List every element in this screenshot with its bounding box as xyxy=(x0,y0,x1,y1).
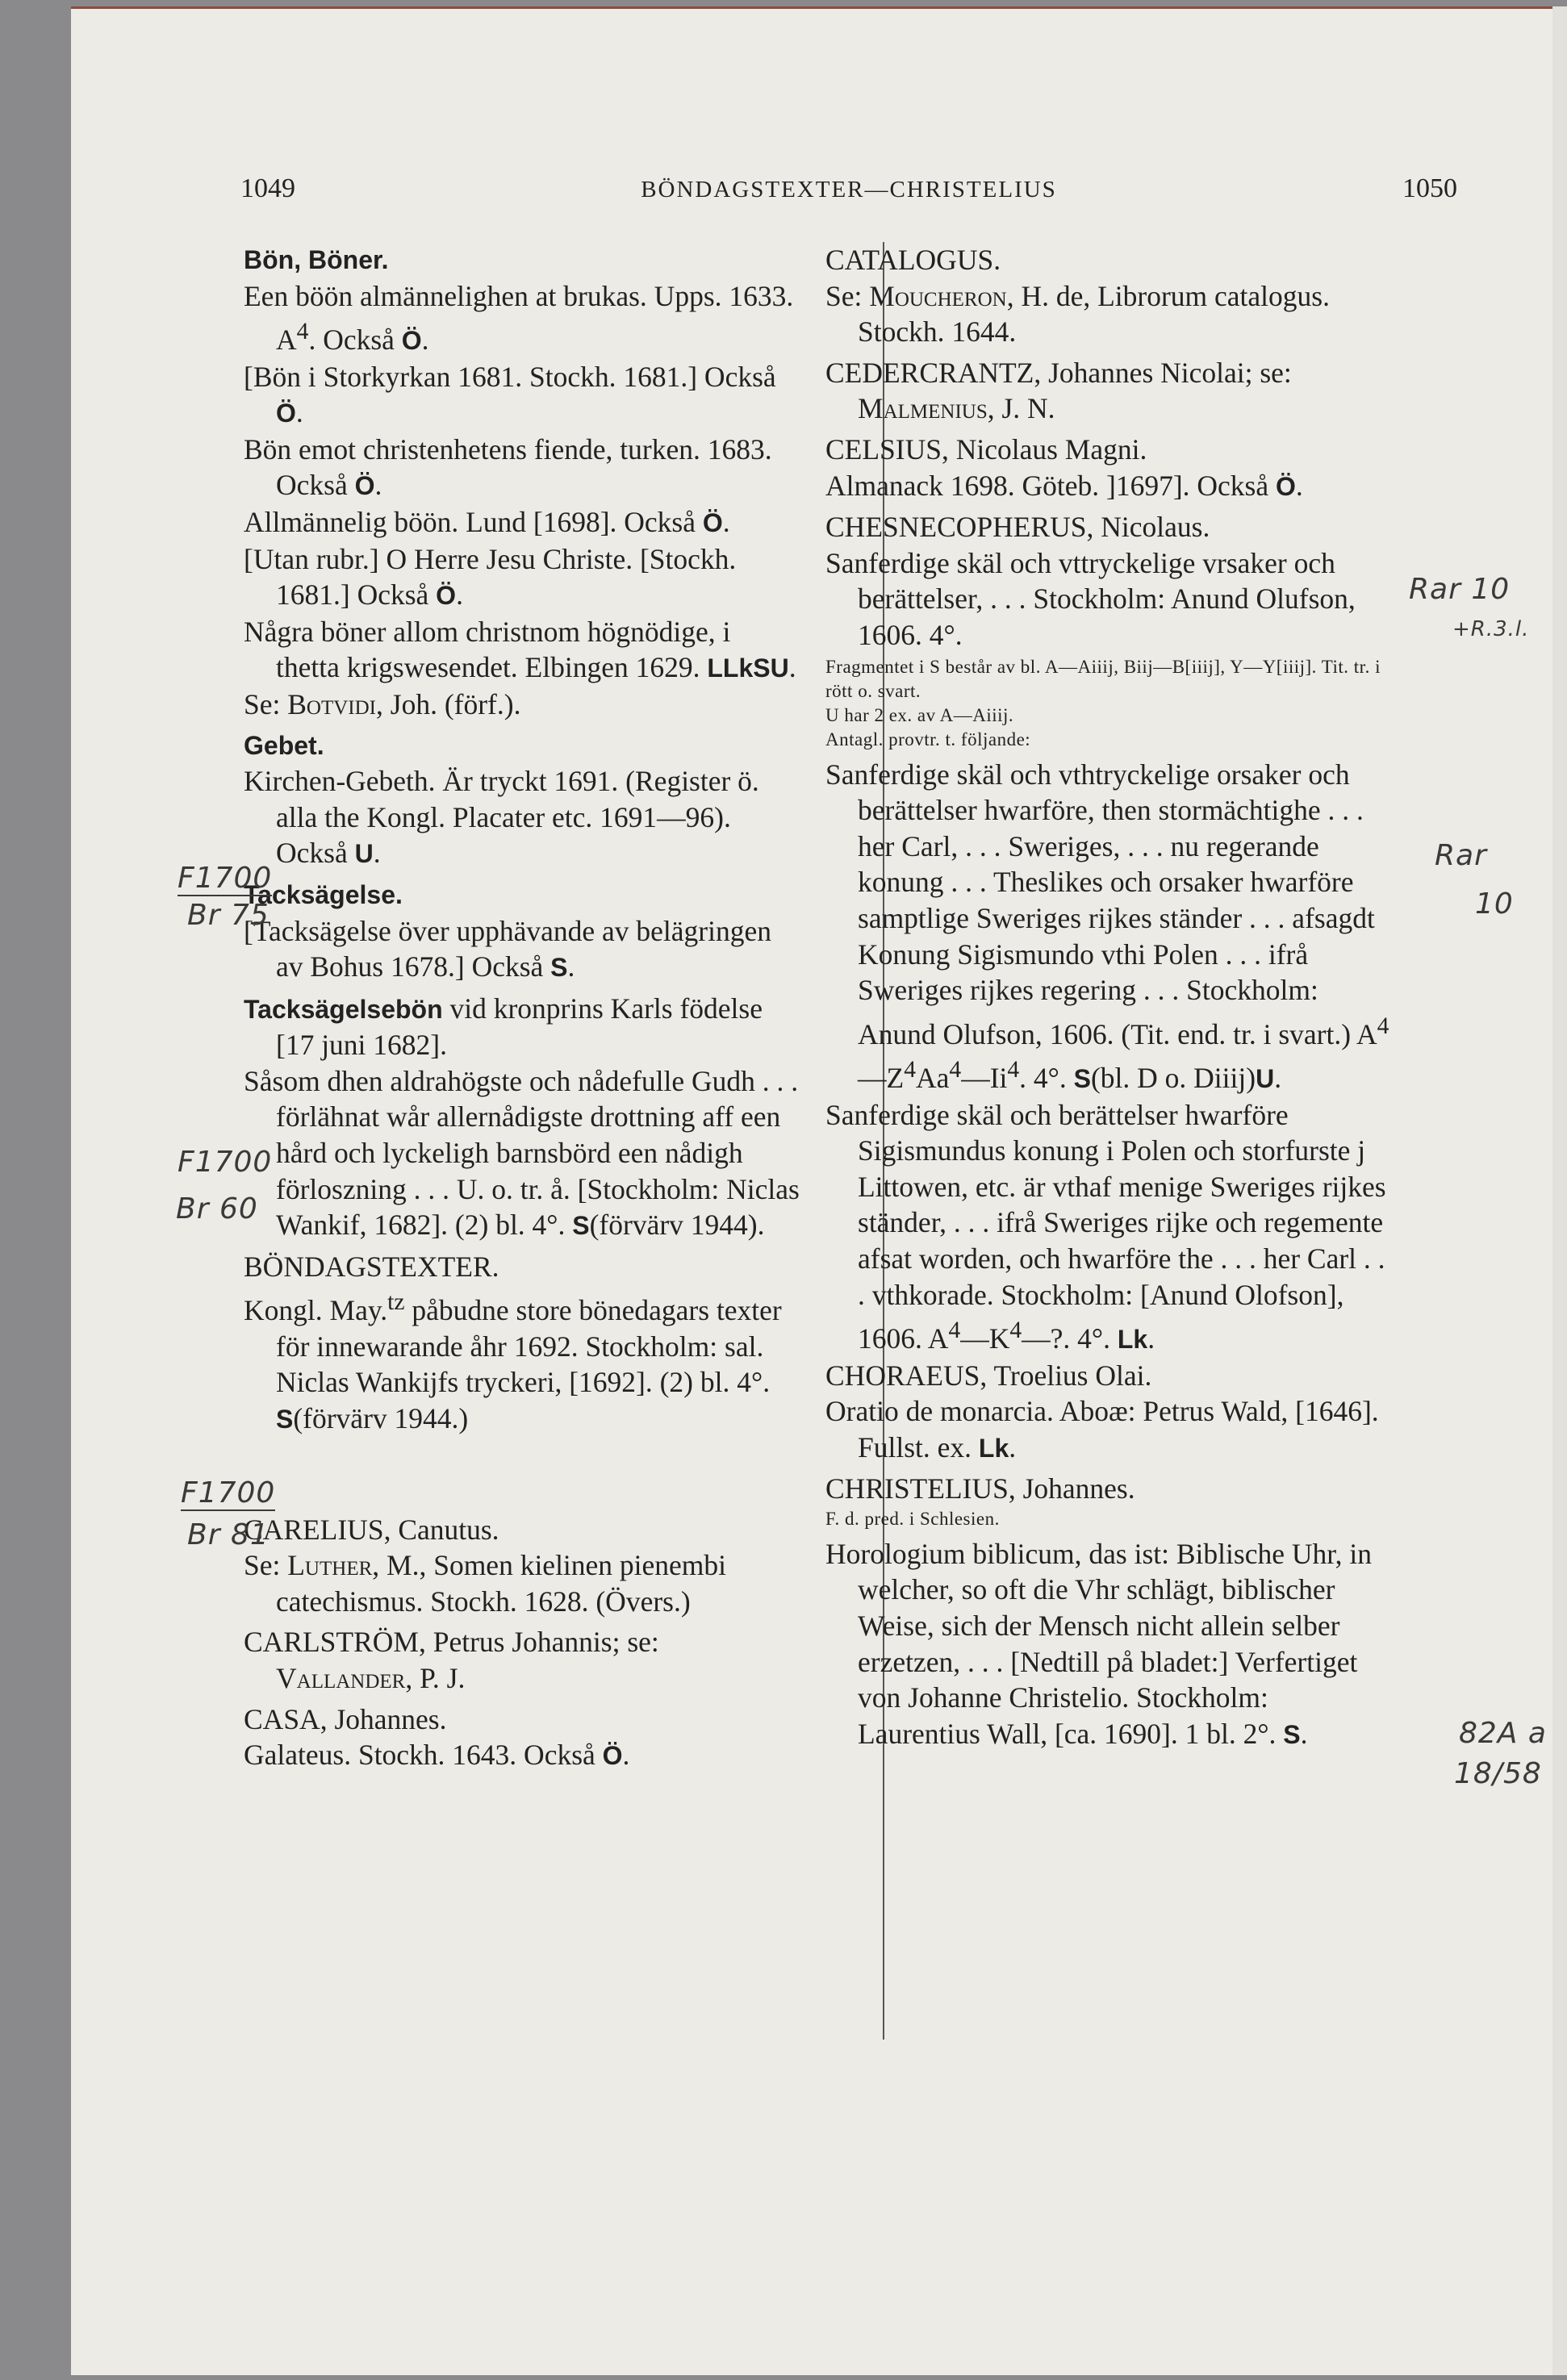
entry-bon-6: Några böner allom christnom högnödige, i thetta krigswesendet. Elbingen 1629. LLkSU. xyxy=(244,615,796,684)
heading-christelius: CHRISTELIUS, Johannes. xyxy=(825,1472,1135,1505)
entry-bon-1: Een böön almännelighen at brukas. Upps. 1633. $A^4$. Också Ö. xyxy=(244,279,794,357)
heading-casa: CASA, Johannes. xyxy=(244,1702,447,1735)
entry-celsius-1: Almanack 1698. Göteb. ]1697]. Också Ö. xyxy=(825,469,1303,502)
entry-choraeus-1: Oratio de monarcia. Aboæ: Petrus Wald, [1646]. Fullst. ex. Lk. xyxy=(825,1395,1379,1463)
handwritten-note-3-top: F1700 xyxy=(181,1476,276,1509)
entry-chesnecopherus-2: Sanferdige skäl och vthtryckelige orsaker och berättelser hwarföre, then stormächtighe . . . her Carl, . . . Sweriges, . . . nu regerande konung . . . Theslikes och orsaker hwarföre samptlige Sweriges rijkes ständer . . . afsagdt Konung Sigismundo vthi Polen . . . ifrå Sweriges rijkes regering . . . Stockholm: Anund Olufson, 1606. (Tit. end. tr. i svart.) $A^4—Z^4Aa^4—Ii^4$. 4°. S(bl. D o. Diiij)U. xyxy=(825,758,1389,1094)
heading-choraeus: CHORAEUS, Troelius Olai. xyxy=(825,1359,1152,1392)
page-right-edge xyxy=(1552,6,1567,2375)
note-chesnecopherus-3: Antagl. provtr. t. följande: xyxy=(825,729,1031,749)
heading-tacksagelsebon: Tacksägelsebön vid kronprins Karls födelse [17 juni 1682]. xyxy=(244,992,763,1062)
heading-bondagstexter: BÖNDAGSTEXTER. xyxy=(244,1250,499,1283)
heading-gebet: Gebet. xyxy=(244,730,324,760)
entry-chesnecopherus-1: Sanferdige skäl och vttryckelige vrsaker och berättelser, . . . Stockholm: Anund Olufson, 1606. 4°. xyxy=(825,546,1356,651)
entry-carelius-1: Se: Luther, M., Somen kielinen pienembi catechismus. Stockh. 1628. (Övers.) xyxy=(244,1549,727,1618)
entry-bon-7: Se: Botvidi, Joh. (förf.). xyxy=(244,687,521,720)
entry-gebet-1: Kirchen-Gebeth. Är tryckt 1691. (Register ö. alla the Kongl. Placater etc. 1691—96). Också U. xyxy=(244,765,759,870)
entry-bon-2: [Bön i Storkyrkan 1681. Stockh. 1681.] Också Ö. xyxy=(244,360,776,429)
running-title: BÖNDAGSTEXTER—CHRISTELIUS xyxy=(641,177,1057,203)
handwritten-note-1-top: F1700 xyxy=(178,862,273,895)
entry-bon-5: [Utan rubr.] O Herre Jesu Christe. [Stockh. 1681.] Också Ö. xyxy=(244,542,737,612)
page-top-edge xyxy=(71,6,1567,9)
entry-tacksagelsebon-1: Såsom dhen aldrahögste och nådefulle Gudh . . . förlähnat wår allernådigste drottning aff een hård och lyckeligh barnsbörd een nådigh förloszning . . . U. o. tr. å. [Stockholm: Niclas Wankif, 1682]. (2) bl. 4°. S(förvärv 1944). xyxy=(244,1064,800,1242)
left-page-number: 1049 xyxy=(240,173,295,203)
heading-celsius: CELSIUS, Nicolaus Magni. xyxy=(825,432,1147,466)
left-column xyxy=(244,242,800,1774)
heading-catalogus: CATALOGUS. xyxy=(825,244,1001,276)
note-chesnecopherus-2: U har 2 ex. av A—Aiiij. xyxy=(825,704,1014,725)
entry-bon-3: Bön emot christenhetens fiende, turken. 1683. Också Ö. xyxy=(244,432,772,502)
entry-carlstrom: CARLSTRÖM, Petrus Johannis; se: Vallander, P. J. xyxy=(244,1626,659,1695)
handwritten-note-r3-bottom: 18/58 xyxy=(1454,1757,1542,1790)
entry-tacksagelse-1: [Tacksägelse över upphävande av belägringen av Bohus 1678.] Också S. xyxy=(244,914,771,983)
handwritten-note-r2-top: Rar xyxy=(1435,839,1487,872)
entry-christelius-1: Horologium biblicum, das ist: Biblische Uhr, in welcher, so oft die Vhr schlägt, biblischer Weise, sich der Mensch nicht allein selber erzetzen, . . . [Nedtill på bladet:] Verfertiget von Johanne Christelio. Stockholm: Laurentius Wall, [ca. 1690]. 1 bl. 2°. S. xyxy=(825,1537,1372,1750)
entry-bondagstexter-1: Kongl. May.$^{tz}$ påbudne store bönedagars texter för innewarande åhr 1692. Stockholm: sal. Niclas Wankijfs tryckeri, [1692]. (2) bl. 4°. S(förvärv 1944.) xyxy=(244,1289,782,1435)
heading-chesnecopherus: CHESNECOPHERUS, Nicolaus. xyxy=(825,511,1210,544)
handwritten-note-r1: Rar 10 xyxy=(1409,573,1511,606)
note-christelius: F. d. pred. i Schlesien. xyxy=(825,1508,1000,1529)
entry-catalogus-1: Se: Moucheron, H. de, Librorum catalogus. Stockh. 1644. xyxy=(825,279,1330,349)
running-header xyxy=(240,173,1457,204)
handwritten-note-2-bottom: Br 60 xyxy=(176,1192,258,1225)
heading-tacksagelse: Tacksägelse. xyxy=(244,879,403,909)
note-chesnecopherus-1: Fragmentet i S består av bl. A—Aiiij, Biij—B[iiij], Y—Y[iiij]. Tit. tr. i rött o. svart. xyxy=(825,656,1381,701)
entry-chesnecopherus-3: Sanferdige skäl och berättelser hwarföre Sigismundus konung i Polen och storfurste j Littowen, etc. är vthaf menige Sweriges rijkes ständer, . . . ifrå Sweriges rijke och regemente afsat worden, och hwarföre the . . . her Carl . . . vthkorade. Stockholm: [Anund Olofson], 1606. $A^4—K^4—$?. 4°. Lk. xyxy=(825,1098,1386,1355)
heading-carelius: CARELIUS, Canutus. xyxy=(244,1513,499,1546)
right-column xyxy=(825,242,1390,1752)
entry-bon-4: Allmännelig böön. Lund [1698]. Också Ö. xyxy=(244,505,730,538)
handwritten-note-r3-top: 82A a xyxy=(1459,1717,1547,1750)
entry-casa-1: Galateus. Stockh. 1643. Också Ö. xyxy=(244,1739,630,1772)
right-page-number: 1050 xyxy=(1402,173,1457,203)
handwritten-note-r1b: +R.3.l. xyxy=(1452,617,1530,641)
handwritten-note-r2-bottom: 10 xyxy=(1475,887,1514,921)
heading-bon: Bön, Böner. xyxy=(244,245,389,274)
handwritten-note-3-bottom: Br 81 xyxy=(187,1518,270,1551)
handwritten-note-2-top: F1700 xyxy=(178,1146,273,1179)
entry-cedercrantz: CEDERCRANTZ, Johannes Nicolai; se: Malmenius, J. N. xyxy=(825,356,1292,425)
handwritten-note-1-bottom: Br 75 xyxy=(187,899,270,932)
